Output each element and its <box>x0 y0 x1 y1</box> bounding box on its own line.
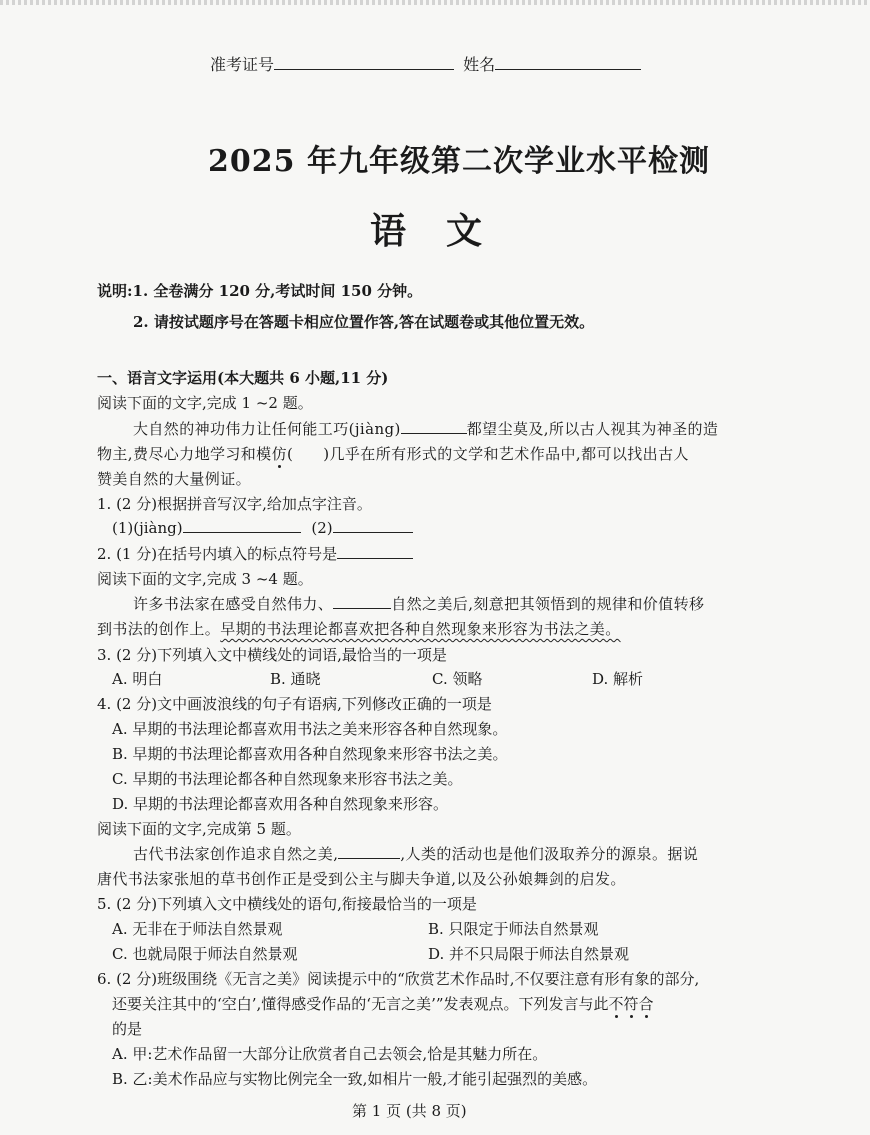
page-footer: 第 1 页 (共 8 页) <box>352 1102 467 1120</box>
passage2-text-b: 自然之美后,刻意把其领悟到的规律和价值转移 <box>391 595 705 613</box>
passage1-text-c: 物主,费尽心力地学习和模 <box>97 445 272 463</box>
exam-id-label: 准考证号 <box>210 55 275 74</box>
question-5-stem: 5. (2 分)下列填入文中横线处的语句,衔接最恰当的一项是 <box>97 895 477 913</box>
passage3-blank <box>338 844 400 859</box>
passage2-blank <box>333 594 391 609</box>
passage3-line-2: 唐代书法家张旭的草书创作正是受到公主与脚夫争道,以及公孙娘舞剑的启发。 <box>97 870 626 888</box>
q3-option-d[interactable]: D. 解析 <box>592 670 644 688</box>
paren-open: ( <box>286 445 294 463</box>
q6-option-a[interactable]: A. 甲:艺术作品留一大部分让欣赏者自己去领会,恰是其魅力所在。 <box>112 1045 548 1063</box>
dotted-char-fu: 符 <box>623 995 639 1013</box>
exam-header <box>210 52 641 75</box>
question-4-stem: 4. (2 分)文中画波浪线的句子有语病,下列修改正确的一项是 <box>97 695 492 713</box>
question-2 <box>97 543 413 564</box>
q3-option-c[interactable]: C. 领略 <box>432 670 483 688</box>
page-top-edge <box>0 0 870 5</box>
q4-option-c[interactable]: C. 早期的书法理论都各种自然现象来形容书法之美。 <box>112 770 463 788</box>
q4-option-b[interactable]: B. 早期的书法理论都喜欢用各种自然现象来形容书法之美。 <box>112 745 508 763</box>
q3-option-a[interactable]: A. 明白 <box>112 670 163 688</box>
question-6-stem-line-2 <box>112 993 654 1014</box>
passage2-text-a: 许多书法家在感受自然伟力、 <box>133 595 334 613</box>
question-1-answers <box>112 518 413 537</box>
passage2-text-c: 到书法的创作上。 <box>97 620 221 638</box>
notes-line-1: 说明:1. 全卷满分 120 分,考试时间 150 分钟。 <box>97 282 423 300</box>
passage1-blank-1 <box>401 419 467 434</box>
section-heading: 一、语言文字运用(本大题共 6 小题,11 分) <box>97 369 389 387</box>
passage3-text-b: ,人类的活动也是他们汲取养分的源泉。据说 <box>400 845 699 863</box>
passage2-line-1 <box>133 593 704 614</box>
exam-id-blank[interactable] <box>274 55 454 70</box>
passage2-line-2 <box>97 618 621 639</box>
passage1-text-a: 大自然的神功伟力让任何能工巧(jiàng) <box>133 420 401 438</box>
q5-option-b[interactable]: B. 只限定于师法自然景观 <box>428 920 599 938</box>
q4-option-a[interactable]: A. 早期的书法理论都喜欢用书法之美来形容各种自然现象。 <box>112 720 508 738</box>
name-label: 姓名 <box>463 55 496 74</box>
read-instruction-2: 阅读下面的文字,完成 3 ~4 题。 <box>97 570 313 588</box>
notes-line-2: 2. 请按试题序号在答题卡相应位置作答,答在试题卷或其他位置无效。 <box>133 313 595 331</box>
q2-answer-blank[interactable] <box>337 544 413 559</box>
q6-option-b[interactable]: B. 乙:美术作品应与实物比例完全一致,如相片一般,才能引起强烈的美感。 <box>112 1070 598 1088</box>
question-1-stem: 1. (2 分)根据拼音写汉字,给加点字注音。 <box>97 495 372 513</box>
question-6-stem-line-1: 6. (2 分)班级围绕《无言之美》阅读提示中的“欣赏艺术作品时,不仅要注意有形有象的部分, <box>97 970 700 988</box>
q1-answer-2-blank[interactable] <box>333 518 413 533</box>
wavy-underlined-sentence: 早期的书法理论都喜欢把各种自然现象来形容为书法之美。 <box>220 620 621 638</box>
question-3-stem: 3. (2 分)下列填入文中横线处的词语,最恰当的一项是 <box>97 646 447 664</box>
subject-title: 语文 <box>370 210 523 252</box>
q5-option-c[interactable]: C. 也就局限于师法自然景观 <box>112 945 298 963</box>
q3-option-b[interactable]: B. 通晓 <box>270 670 321 688</box>
read-instruction-3: 阅读下面的文字,完成第 5 题。 <box>97 820 301 838</box>
passage1-line-1 <box>133 418 718 439</box>
passage1-line-3: 赞美自然的大量例证。 <box>97 470 252 488</box>
q6-stem-text: 还要关注其中的‘空白’,懂得感受作品的‘无言之美’”发表观点。下列发言与此 <box>112 995 609 1013</box>
q5-option-d[interactable]: D. 并不只局限于师法自然景观 <box>428 945 630 963</box>
passage3-text-a: 古代书法家创作追求自然之美, <box>133 845 339 863</box>
q1-answer-1-blank[interactable] <box>183 518 301 533</box>
passage1-line-2 <box>97 443 689 464</box>
passage1-text-d: )几乎在所有形式的文学和艺术作品中,都可以找出古人 <box>323 445 689 463</box>
passage1-text-b: 都望尘莫及,所以古人视其为神圣的造 <box>466 420 719 438</box>
name-blank[interactable] <box>495 55 641 70</box>
dotted-char-he: 合 <box>638 995 654 1013</box>
q1-answer-1-label: (1)(jiàng) <box>112 519 183 537</box>
q4-option-d[interactable]: D. 早期的书法理论都喜欢用各种自然现象来形容。 <box>112 795 449 813</box>
dotted-char-fang: 仿 <box>271 445 287 463</box>
exam-title: 2025 年九年级第二次学业水平检测 <box>208 144 710 179</box>
q1-answer-2-label: (2) <box>311 519 333 537</box>
dotted-char-bu: 不 <box>608 995 624 1013</box>
passage3-line-1 <box>133 843 698 864</box>
read-instruction-1: 阅读下面的文字,完成 1 ~2 题。 <box>97 394 313 412</box>
question-6-stem-line-3: 的是 <box>112 1020 143 1038</box>
question-2-stem: 2. (1 分)在括号内填入的标点符号是 <box>97 545 338 563</box>
q5-option-a[interactable]: A. 无非在于师法自然景观 <box>112 920 283 938</box>
